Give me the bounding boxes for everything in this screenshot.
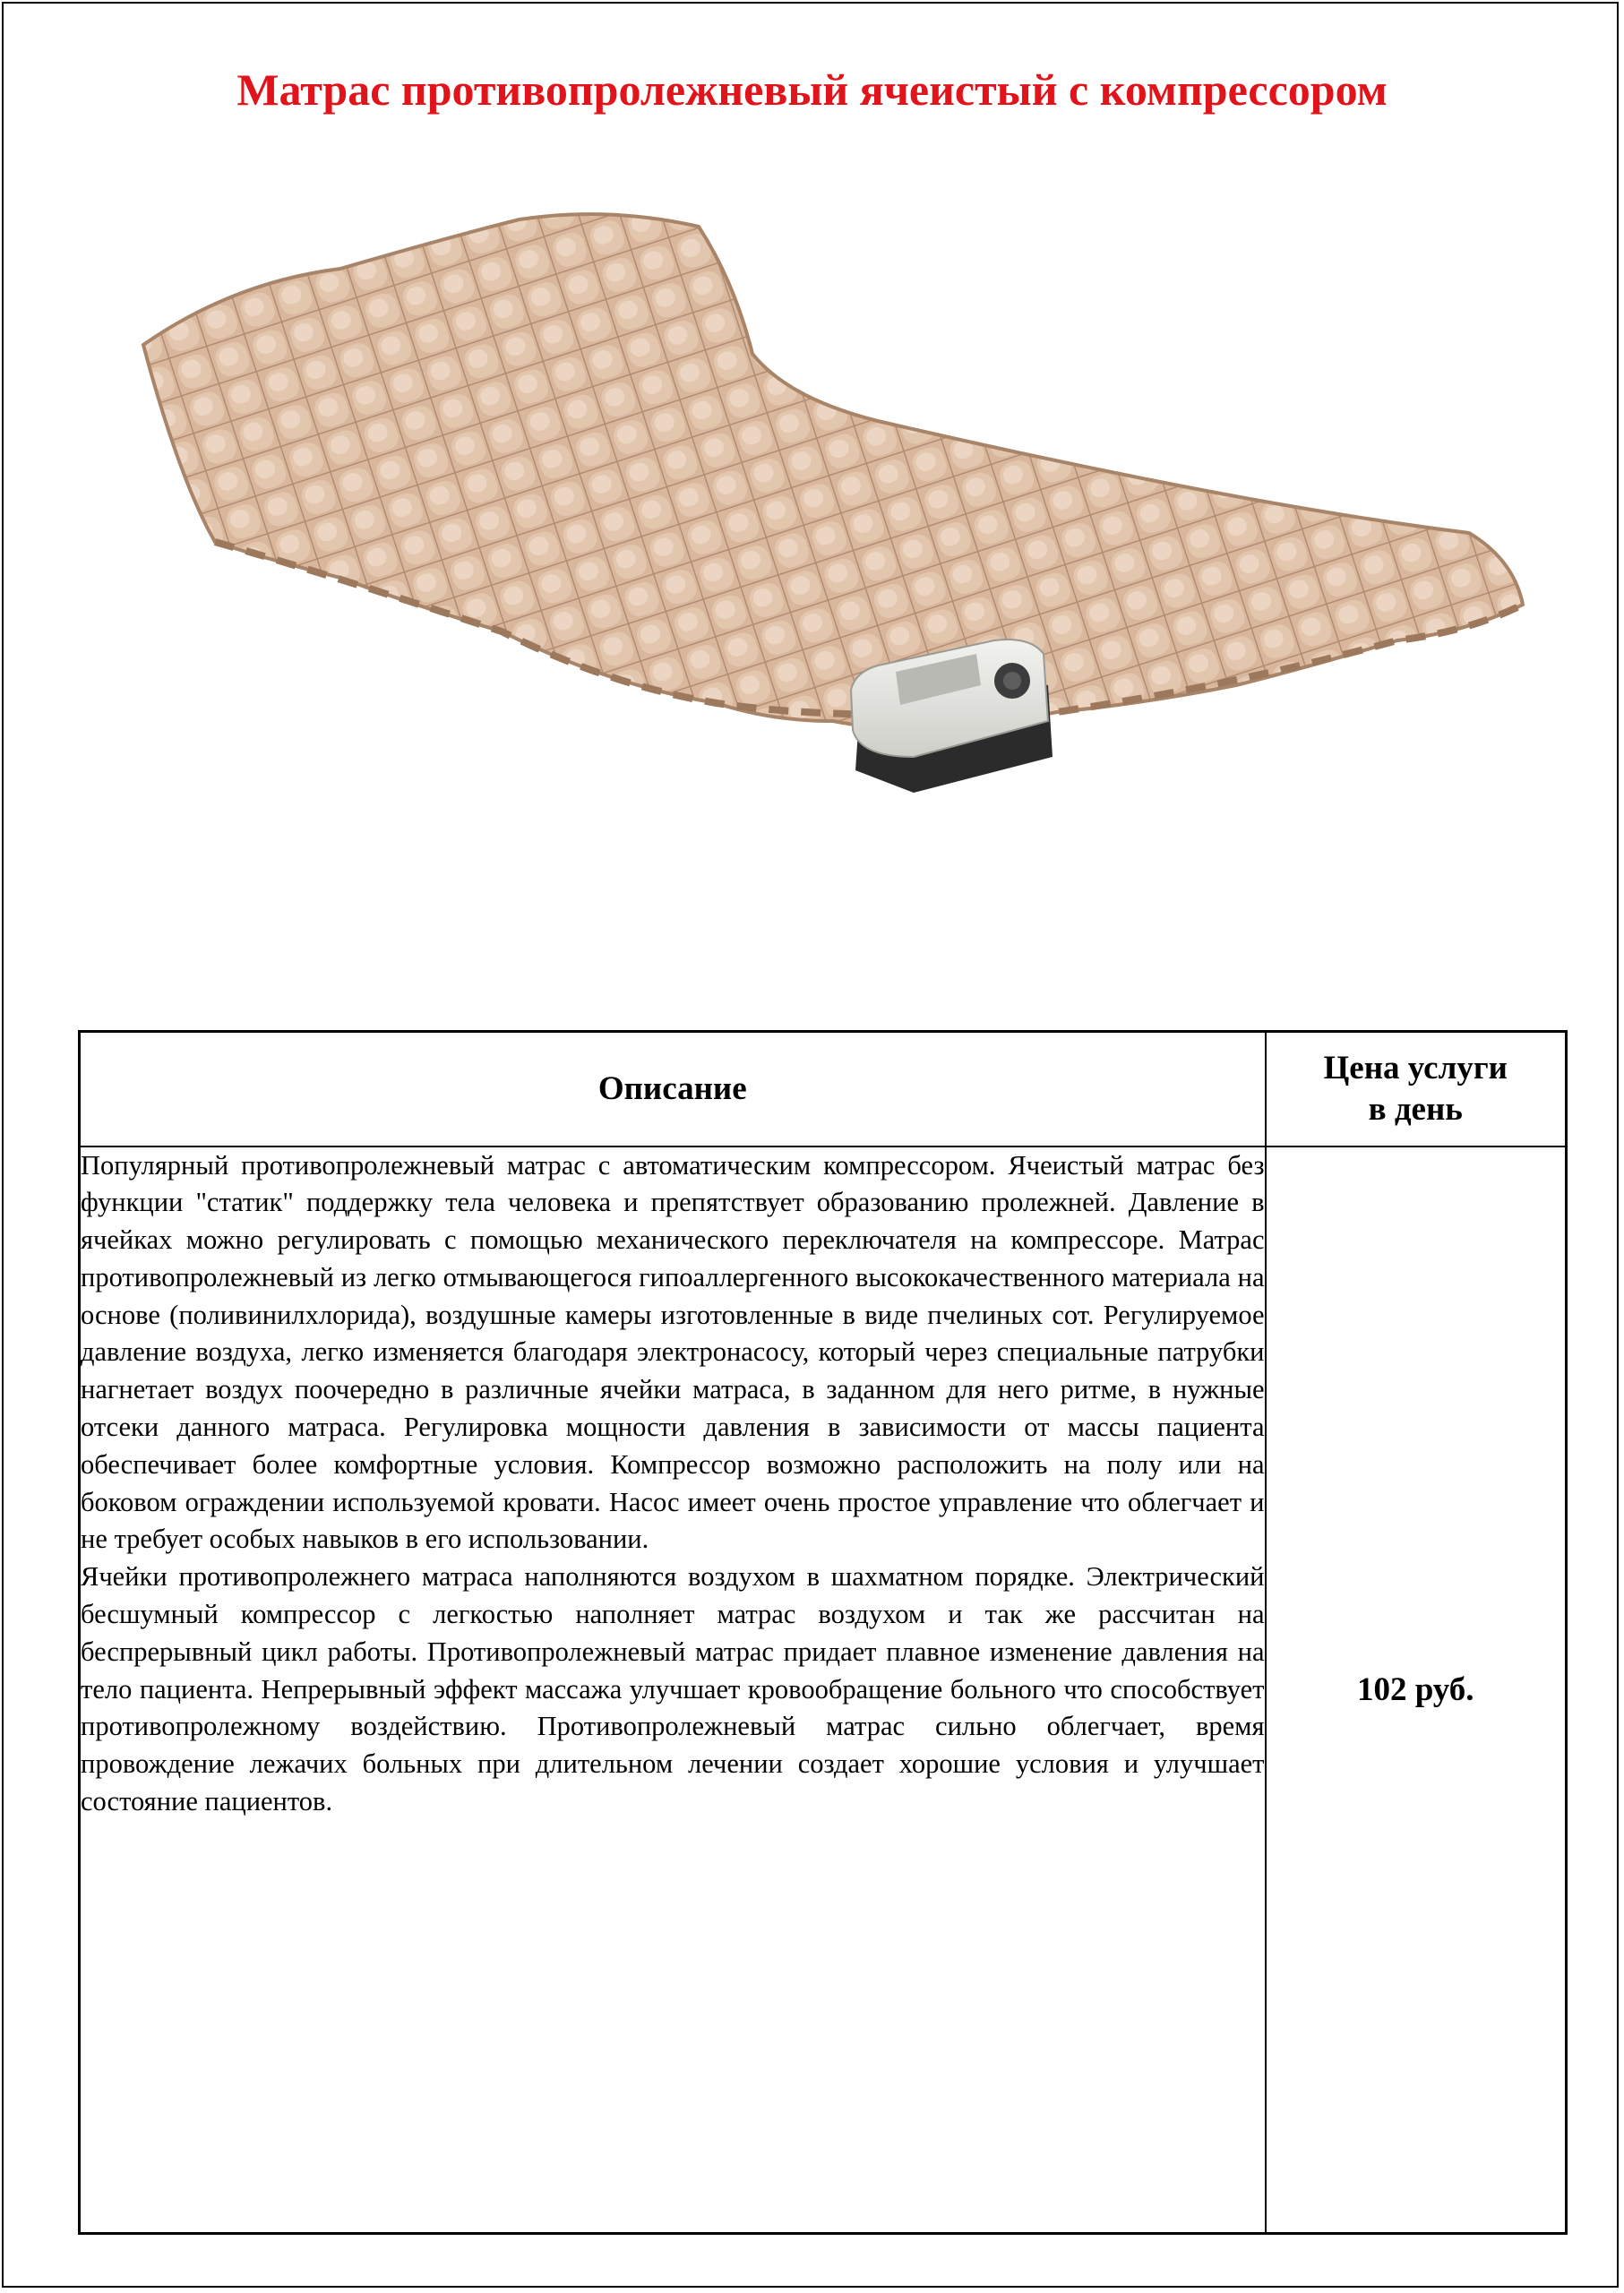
price-cell: 102 руб. [1266, 1146, 1567, 2234]
description-paragraph-1: Популярный противопролежневый матрас с автоматическим компрессором. Ячеистый матрас без функции "статик" поддержку тела человека и препятствует образованию пролежней. Давление в ячейках можно регулировать с помощью механического переключателя на компрессоре. Матрас противопролежневый из легко отмывающегося гипоаллергенного высококачественного материала на основе (поливинилхлорида), воздушные камеры изготовленные в виде пчелиных сот. Регулируемое давление воздуха, легко изменяется благодаря электронасосу, который через специальные патрубки нагнетает воздух поочередно в различные ячейки матраса, в заданном для него ритме, в нужные отсеки данного матраса. Регулировка мощности давления в зависимости от массы пациента обеспечивает более комфортные условия. Компрессор возможно расположить на полу или на боковом ограждении используемой кровати. Насос имеет очень простое управление что облегчает и не требует особых навыков в его использовании. [81, 1149, 1265, 1555]
description-cell [80, 1146, 1266, 2234]
page-title: Матрас противопролежневый ячеистый с компрессором [236, 64, 1388, 115]
service-table [78, 1030, 1568, 2235]
air-mattress-with-compressor-icon [72, 184, 1594, 855]
price-header-line1: Цена услуги [1323, 1049, 1508, 1086]
table-header-row [80, 1032, 1567, 1146]
description-header: Описание [80, 1032, 1266, 1146]
table-row [80, 1146, 1567, 2234]
description-paragraph-2: Ячейки противопролежнего матраса наполняются воздухом в шахматном порядке. Электрический бесшумный компрессор с легкостью наполняет матрас воздухом и так же рассчитан на беспрерывный цикл работы. Противопролежневый матрас придает плавное изменение давления на тело пациента. Непрерывный эффект массажа улучшает кровообращение больного что способствует противопролежному воздействию. Противопролежневый матрас сильно облегчает, время провождение лежачих больных при длительном лечении создает хорошие условия и улучшает состояние пациентов. [81, 1561, 1265, 1817]
price-header [1266, 1032, 1567, 1146]
price-header-line2: в день [1368, 1090, 1463, 1128]
